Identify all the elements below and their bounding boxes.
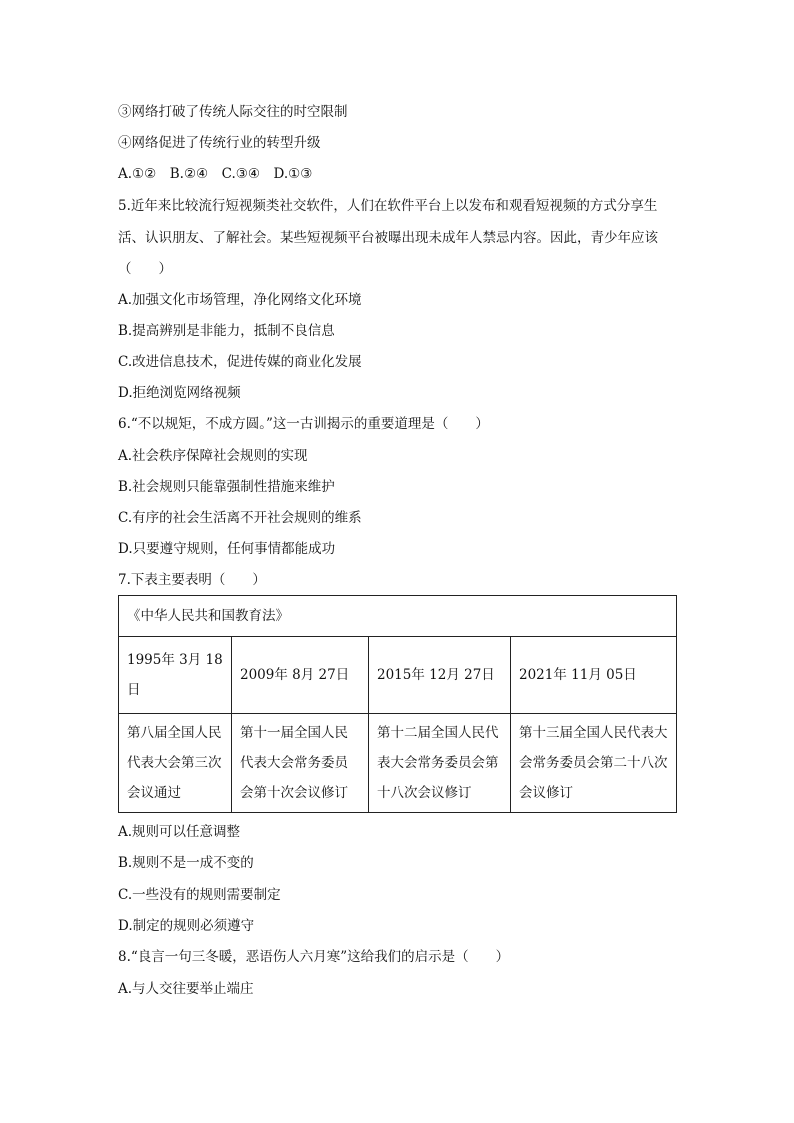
table-session-cell: 第十一届全国人民代表大会常务委员会第十次会议修订 <box>232 714 369 813</box>
q6-option-c: C.有序的社会生活离不开社会规则的维系 <box>118 510 362 526</box>
table-title: 《中华人民共和国教育法》 <box>119 596 677 637</box>
q8-stem: 8.“良言一句三冬暖，恶语伤人六月寒”这给我们的启示是（ ） <box>118 949 510 965</box>
table-session-cell: 第十三届全国人民代表大会常务委员会第二十八次会议修订 <box>511 714 677 813</box>
table-date-cell: 2021年 11月 05日 <box>511 637 677 714</box>
table-dates-row <box>119 637 677 714</box>
q8-option-a: A.与人交往要举止端庄 <box>118 981 254 997</box>
q5-stem-blank: （ ） <box>118 261 172 277</box>
q7-option-a: A.规则可以任意调整 <box>118 824 241 840</box>
q7-option-c: C.一些没有的规则需要制定 <box>118 887 281 903</box>
q6-option-b: B.社会规则只能靠强制性措施来维护 <box>118 479 335 495</box>
table-title-row <box>119 596 677 637</box>
table-date-cell: 2015年 12月 27日 <box>369 637 511 714</box>
line-item-3: ③网络打破了传统人际交往的时空限制 <box>118 104 348 120</box>
table-date-cell: 2009年 8月 27日 <box>232 637 369 714</box>
q6-option-d: D.只要遵守规则，任何事情都能成功 <box>118 541 336 557</box>
q4-options: A.①② B.②④ C.③④ D.①③ <box>118 166 313 182</box>
q5-option-d: D.拒绝浏览网络视频 <box>118 385 241 401</box>
q6-stem: 6.“不以规矩，不成方圆。”这一古训揭示的重要道理是（ ） <box>118 416 489 432</box>
q5-option-a: A.加强文化市场管理，净化网络文化环境 <box>118 292 362 308</box>
q5-stem-line1: 5.近年来比较流行短视频类社交软件，人们在软件平台上以发布和观看短视频的方式分享生 <box>118 198 658 214</box>
table-session-cell: 第八届全国人民代表大会第三次会议通过 <box>119 714 232 813</box>
q6-option-a: A.社会秩序保障社会规则的实现 <box>118 448 308 464</box>
table-date-cell: 1995年 3月 18日 <box>119 637 232 714</box>
q5-option-c: C.改进信息技术，促进传媒的商业化发展 <box>118 354 362 370</box>
table-session-cell: 第十二届全国人民代表大会常务委员会第十八次会议修订 <box>369 714 511 813</box>
education-law-table <box>118 595 677 813</box>
q7-option-b: B.规则不是一成不变的 <box>118 855 254 871</box>
q5-option-b: B.提高辨别是非能力，抵制不良信息 <box>118 323 335 339</box>
table-sessions-row <box>119 714 677 813</box>
q7-stem: 7.下表主要表明（ ） <box>118 572 266 588</box>
q7-option-d: D.制定的规则必须遵守 <box>118 918 255 934</box>
q5-stem-line2: 活、认识朋友、了解社会。某些短视频平台被曝出现未成年人禁忌内容。因此，青少年应该 <box>118 230 658 246</box>
line-item-4: ④网络促进了传统行业的转型升级 <box>118 135 321 151</box>
